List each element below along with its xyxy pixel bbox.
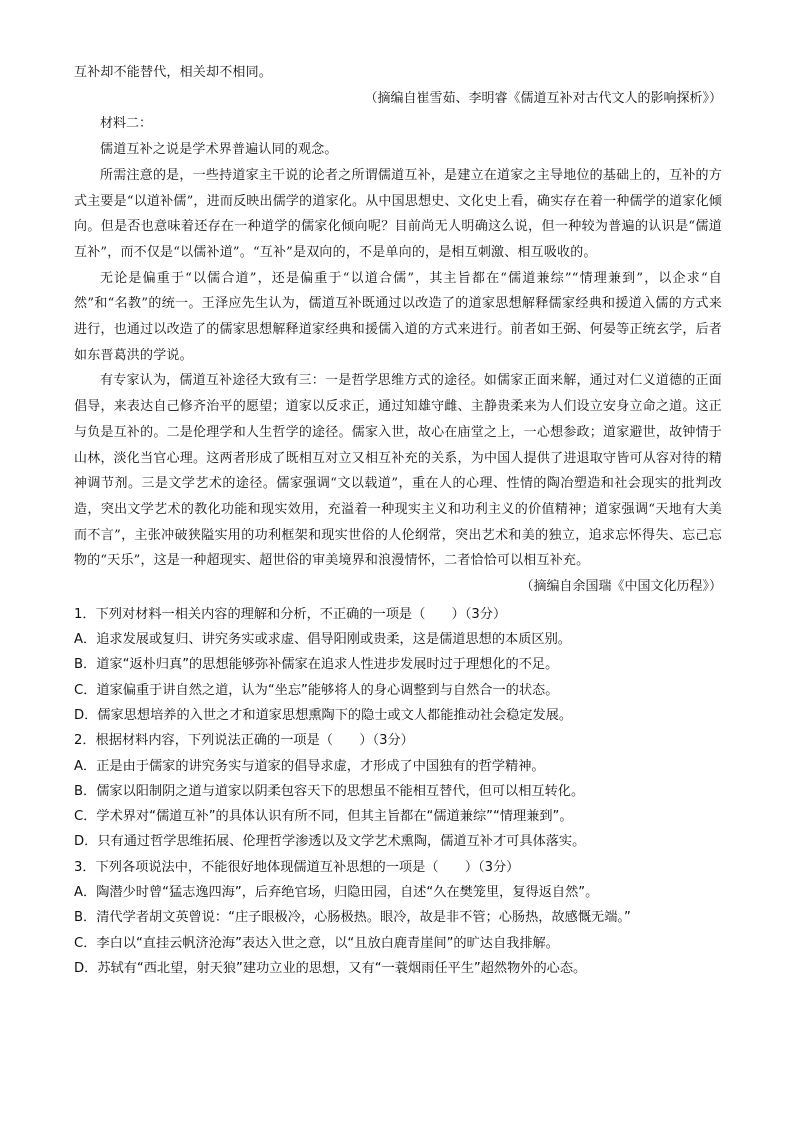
question-2: [74, 728, 722, 854]
source-citation-1: （摘编自崔雪茹、李明睿《儒道互补对古代文人的影响探析》）: [364, 90, 722, 106]
question-stem: 1．下列对材料一相关内容的理解和分析，不正确的一项是（ ）（3分）: [74, 606, 507, 622]
question-stem: 3．下列各项说法中，不能很好地体现儒道互补思想的一项是（ ）（3分）: [74, 859, 520, 875]
material2-paragraph-4: 有专家认为，儒道互补途径大致有三：一是哲学思维方式的途径。如儒家正面来解，通过对仁义道德的正面倡导，来表达自己修齐治平的愿望；道家以反求正，通过知雄守雌、主静贵柔来为人们设立安身立命之道。这正与负是互补的。二是伦理学和人生哲学的途径。儒家入世，故心在庙堂之上，一心想参政；道家避世，故钟情于山林，淡化当官心理。这两者形成了既相互对立又相互补充的关系，为中国人提供了进退取守皆可从容对待的精神调节剂。三是文学艺术的途径。儒家强调“文以载道”，重在人的心理、性情的陶冶塑造和社会现实的批判改造，突出文学艺术的教化功能和现实效用，充溢着一种现实主义和功利主义的价值精神；道家强调“天地有大美而不言”，主张冲破狭隘实用的功利框架和现实世俗的人伦纲常，突出艺术和美的独立，追求忘怀得失、忘己忘物的“天乐”，这是一种超现实、超世俗的审美境界和浪漫情怀，二者恰恰可以相互补充。: [74, 373, 722, 569]
option-b: B．道家“返朴归真”的思想能够弥补儒家在追求人性进步发展时过于理想化的不足。: [74, 657, 559, 673]
option-c: C．学术界对“儒道互补”的具体认识有所不同，但其主旨都在“儒道兼综”“情理兼到”。: [74, 809, 573, 825]
option-a: A．正是由于儒家的讲究务实与道家的倡导求虚，才形成了中国独有的哲学精神。: [74, 758, 545, 774]
material2-heading: 材料二：: [100, 116, 153, 132]
questions-section: [74, 602, 722, 981]
option-d: D．苏轼有“西北望，射天狼”建功立业的思想，又有“一蓑烟雨任平生”超然物外的心态。: [74, 960, 587, 976]
question-1: [74, 602, 722, 728]
material2-paragraph-2: 所需注意的是，一些持道家主干说的论者之所谓儒道互补，是建立在道家之主导地位的基础上的，互补的方式主要是“以道补儒”，进而反映出儒学的道家化。从中国思想史、文化史上看，确实存在着一种儒学的道家化倾向。但是否也意味着还存在一种道学的儒家化倾向呢？目前尚无人明确这么说，但一种较为普遍的认识是“儒道互补”，而不仅是“以儒补道”。“互补”是双向的，不是单向的，是相互刺激、相互吸收的。: [74, 167, 722, 260]
material1-tail: 互补却不能替代，相关却不相同。: [74, 65, 273, 80]
option-b: B．清代学者胡文英曾说：“庄子眼极冷，心肠极热。眼冷，故是非不管；心肠热，故感慨无端。”: [74, 910, 631, 926]
option-d: D．儒家思想培养的入世之才和道家思想熏陶下的隐士或文人都能推动社会稳定发展。: [74, 707, 573, 723]
option-c: C．李白以“直挂云帆济沧海”表达入世之意，以“且放白鹿青崖间”的旷达自我排解。: [74, 935, 559, 951]
material2-paragraph-1: 儒道互补之说是学术界普遍认同的观念。: [100, 142, 338, 158]
option-c: C．道家偏重于讲自然之道，认为“坐忘”能够将人的身心调整到与自然合一的状态。: [74, 682, 559, 698]
document-page: [74, 60, 722, 981]
material2-paragraph-3: 无论是偏重于“以儒合道”，还是偏重于“以道合儒”，其主旨都在“儒道兼综”“情理兼到”，以企求“自然”和“名教”的统一。王泽应先生认为，儒道互补既通过以改造了的道家思想解释儒家经典和援道入儒的方式来进行，也通过以改造了的儒家思想解释道家经典和援儒入道的方式来进行。前者如王弼、何晏等正统玄学，后者如东晋葛洪的学说。: [74, 270, 722, 363]
source-citation-2: （摘编自余国瑞《中国文化历程》）: [520, 579, 722, 595]
question-stem: 2．根据材料内容，下列说法正确的一项是（ ）（3分）: [74, 733, 414, 749]
question-3: [74, 855, 722, 981]
option-d: D．只有通过哲学思维拓展、伦理哲学渗透以及文学艺术熏陶，儒道互补才可具体落实。: [74, 834, 586, 850]
option-a: A．追求发展或复归、讲究务实或求虚、倡导阳刚或贵柔，这是儒道思想的本质区别。: [74, 632, 571, 648]
option-a: A．陶潜少时曾“猛志逸四海”，后弃绝官场，归隐田园，自述“久在樊笼里，复得返自然”。: [74, 885, 599, 901]
option-b: B．儒家以阳制阴之道与道家以阴柔包容天下的思想虽不能相互替代，但可以相互转化。: [74, 783, 585, 799]
